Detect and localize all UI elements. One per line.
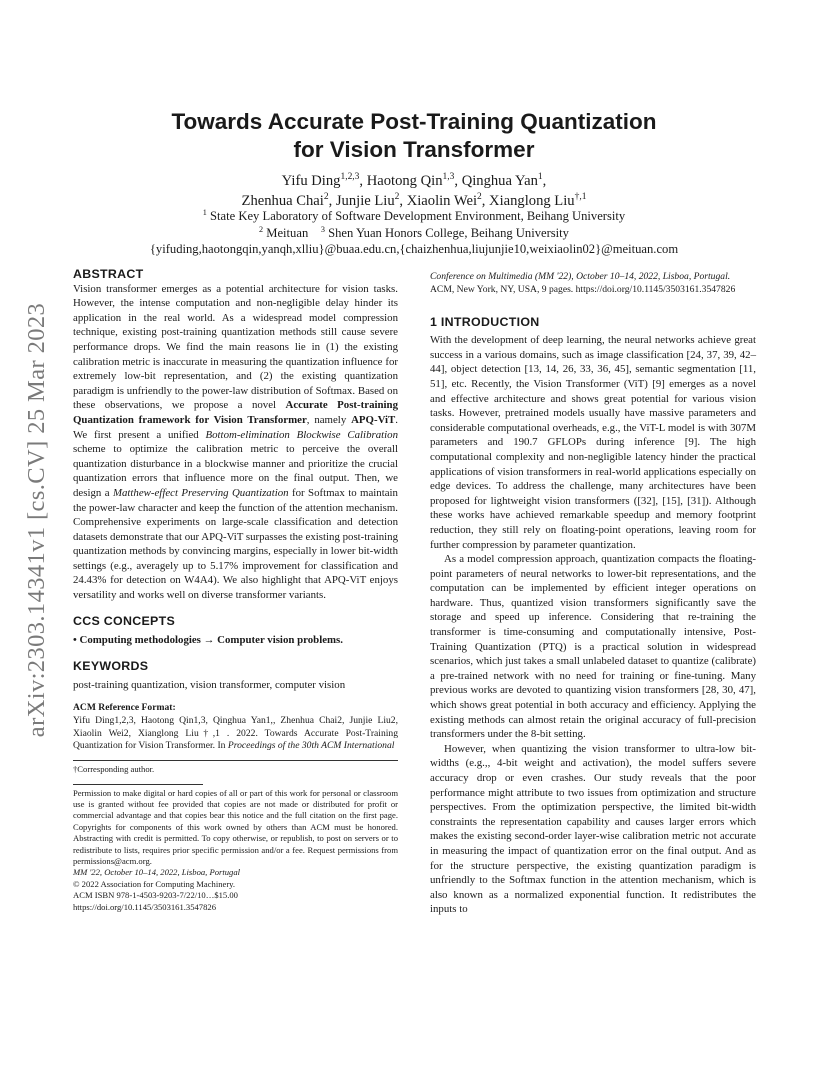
affiliations: $^1$ State Key Laboratory of Software Development Environment, Beihang University $^2$ Meituan $^3$ Shen Yuan Honors College, Beihang University {yifuding,haotongqin,yanqh,xlliu}@buaa.edu.cn,{chaizhenhua,liujunjie10,weixiaolin02}@meituan.com xyxy=(60,208,768,258)
author-affil-sup: 1,2,3 xyxy=(340,172,360,183)
left-column xyxy=(73,267,398,913)
author-name: Haotong Qin xyxy=(366,173,443,189)
author-affil-sup: †,1 xyxy=(574,192,587,203)
corresponding-author-note: †Corresponding author. xyxy=(73,764,155,775)
reference-continuation-1: Conference on Multimedia (MM '22), October 10–14, 2022, Lisboa, Portugal. xyxy=(430,271,731,282)
intro-paragraph-3: However, when quantizing the vision transformer to ultra-low bit-widths (e.g.,, 4-bit weight and activation), the model suffers severe accuracy drop or even crashes. Our study reveals that the poor performance might attribute to two issues from optimization and structure perspectives. From the optimization perspective, the limited bit-width constraints the representation capability and causes larger errors which makes the existing second-order layer-wise calibration metric not accurate in measuring the impact of quantization error on the final output. And as for the structure perspective, the existing quantization paradigm is unfriendly to the Softmax function in the attention mechanism, which is also known as a normalized exponential function. It redistributes the inputs to xyxy=(430,742,756,916)
right-column xyxy=(430,271,756,917)
author-affil-sup: 2 xyxy=(394,192,400,203)
arxiv-identifier-text: arXiv:2303.14341v1 [cs.CV] 25 Mar 2023 xyxy=(23,302,50,738)
footnote-divider xyxy=(73,760,398,761)
author-name: Xiaolin Wei xyxy=(406,193,477,209)
affiliation-1: State Key Laboratory of Software Development Environment, Beihang University xyxy=(210,209,626,223)
author-name: Junjie Liu xyxy=(335,193,395,209)
abstract-text: Vision transformer emerges as a potential architecture for vision tasks. However, the intense computation and non-negligible delay hinder its application in the real world. As a widespread model compression technique, existing post-training quantization methods still cause severe performance drops. We find the main reasons lie in (1) the existing calibration metric is inaccurate in measuring the quantization influence for extremely low-bit representation, and (2) the existing quantization paradigm is unfriendly to the power-law distribution of Softmax. Based on these observations, we propose a novel Accurate Post-training Quantization framework for Vision Transformer, namely APQ-ViT. We first present a unified Bottom-elimination Blockwise Calibration scheme to optimize the calibration metric to perceive the overall quantization disturbance in a blockwise manner and prioritize the crucial quantization errors that influence more on the final output. Then, we design a Matthew-effect Preserving Quantization for Softmax to maintain the power-law character and keep the function of the attention mechanism. Comprehensive experiments on large-scale classification and detection datasets demonstrate that our APQ-ViT surpasses the existing post-training quantization methods by convincing margins, especially in lower bit-width settings (e.g., averagely up to 5.17% improvement for classification and 24.43% for detection on W4A4). We also highlight that APQ-ViT enjoys versatility and works well on diverse transformer variants. xyxy=(73,282,399,602)
author-list: Yifu Ding$^{1,2,3}$, Haotong Qin$^{1,3}$, Qinghua Yan$^1$, Zhenhua Chai$^2$, Junjie Liu$^2$, Xiaolin Wei$^2$, Xianglong Liu$^{\dagger,1}$ xyxy=(241,172,587,209)
paper-title xyxy=(100,108,728,164)
author-emails: {yifuding,haotongqin,yanqh,xlliu}@buaa.edu.cn,{chaizhenhua,liujunjie10,weixiaolin02}@meituan.com xyxy=(149,242,679,256)
doi-link[interactable]: https://doi.org/10.1145/3503161.3547826 xyxy=(73,901,216,912)
author-name: Zhenhua Chai xyxy=(241,193,324,209)
author-affil-sup: 2 xyxy=(477,192,482,203)
permission-divider xyxy=(73,784,203,785)
intro-paragraph-2: As a model compression approach, quantization compacts the floating-point parameters of neural networks to lower-bit representations, and the computation can be implemented by efficient integer operations on hardware. Thus, quantized vision transformers significantly save the storage and speed up inference. Considering that re-training the transformer is time-consuming and computationally intensive, Post-Training Quantization (PTQ) is a practical solution in widespread scenarios, which just takes a small unlabeled dataset to quantize (calibrate) a pre-trained network with no need for training or fine-tuning. Many previous works are devoted to quantizing vision transformers [28, 30, 47], which shows great potential in both accuracy and efficiency. Applying the existing methods can almost retain the original accuracy of full-precision transformers under the 8-bit setting. xyxy=(430,553,756,741)
ccs-concepts: • Computing methodologies → Computer vision problems. xyxy=(73,634,343,647)
keywords-text: post-training quantization, vision transformer, computer vision xyxy=(73,679,346,692)
keywords-heading: KEYWORDS xyxy=(73,658,149,673)
title-line-2: for Vision Transformer xyxy=(293,137,535,162)
arxiv-identifier xyxy=(22,280,52,760)
isbn: ACM ISBN 978-1-4503-9203-7/22/10…$15.00 xyxy=(73,890,238,901)
affiliation-2: Meituan xyxy=(266,225,309,240)
author-affil-sup: 1 xyxy=(537,172,543,183)
affiliation-3: Shen Yuan Honors College, Beihang University xyxy=(328,225,569,240)
abstract-heading: ABSTRACT xyxy=(73,267,144,281)
acm-reference-text: Yifu Ding1,2,3, Haotong Qin1,3, Qinghua Yan1,, Zhenhua Chai2, Junjie Liu2, Xiaolin Wei2, Xianglong Liu†,1 . 2022. Towards Accurate Post-Training Quantization for Vision Transformer. In Proceedings of the 30th ACM International xyxy=(73,714,398,752)
ccs-heading: CCS CONCEPTS xyxy=(73,613,176,628)
title-line-1: Towards Accurate Post-Training Quantization xyxy=(171,109,657,134)
permission-notice: Permission to make digital or hard copies of all or part of this work for personal or classroom use is granted without fee provided that copies are not made or distributed for profit or commercial advantage and that copies bear this notice and the full citation on the first page. Copyrights for components of this work owned by others than ACM must be honored. Abstracting with credit is permitted. To copy otherwise, or republish, to post on servers or to redistribute to lists, requires prior specific permission and/or a fee. Request permissions from permissions@acm.org. xyxy=(73,787,398,867)
author-name: Qinghua Yan xyxy=(461,173,538,189)
author-name: Yifu Ding xyxy=(281,173,341,189)
author-affil-sup: 2 xyxy=(323,192,329,203)
author-name: Xianglong Liu xyxy=(489,193,575,209)
copyright-notice: © 2022 Association for Computing Machinery. xyxy=(73,878,236,889)
conference-short: MM '22, October 10–14, 2022, Lisboa, Portugal xyxy=(73,867,241,878)
intro-paragraph-1: With the development of deep learning, the neural networks achieve great success in a various domains, such as image classification [24, 37, 39, 42–44], object detection [13, 14, 26, 33, 36, 45], semantic segmentation [11, 51], etc. Recently, the Vision Transformer (ViT) [9] emerges as a novel and effective architecture and shows great potential for various vision tasks. However, pretrained models usually have massive parameters and considerable computational overheads, e.g., the ViT-L model is with 307M parameters and 190.7 GFLOPs during inference [9]. The high computational complexity and non-negligible latency hinder the practical applications of vision transformers in real-world applications especially on edge devices. To address the challenge, many architectures have been proposed for lightweight vision transformers ([32], [15], [31]). Although these works have achieved remarkable speedup and memory footprint reduction, they still rely on floating-point operations, leaving room for further compression by parameter quantization. xyxy=(430,334,756,551)
reference-continuation-2: ACM, New York, NY, USA, 9 pages. https://doi.org/10.1145/3503161.3547826 xyxy=(430,283,736,295)
introduction-heading: 1 INTRODUCTION xyxy=(430,314,540,329)
acm-reference-heading: ACM Reference Format: xyxy=(73,702,176,714)
author-affil-sup: 1,3 xyxy=(442,172,455,183)
